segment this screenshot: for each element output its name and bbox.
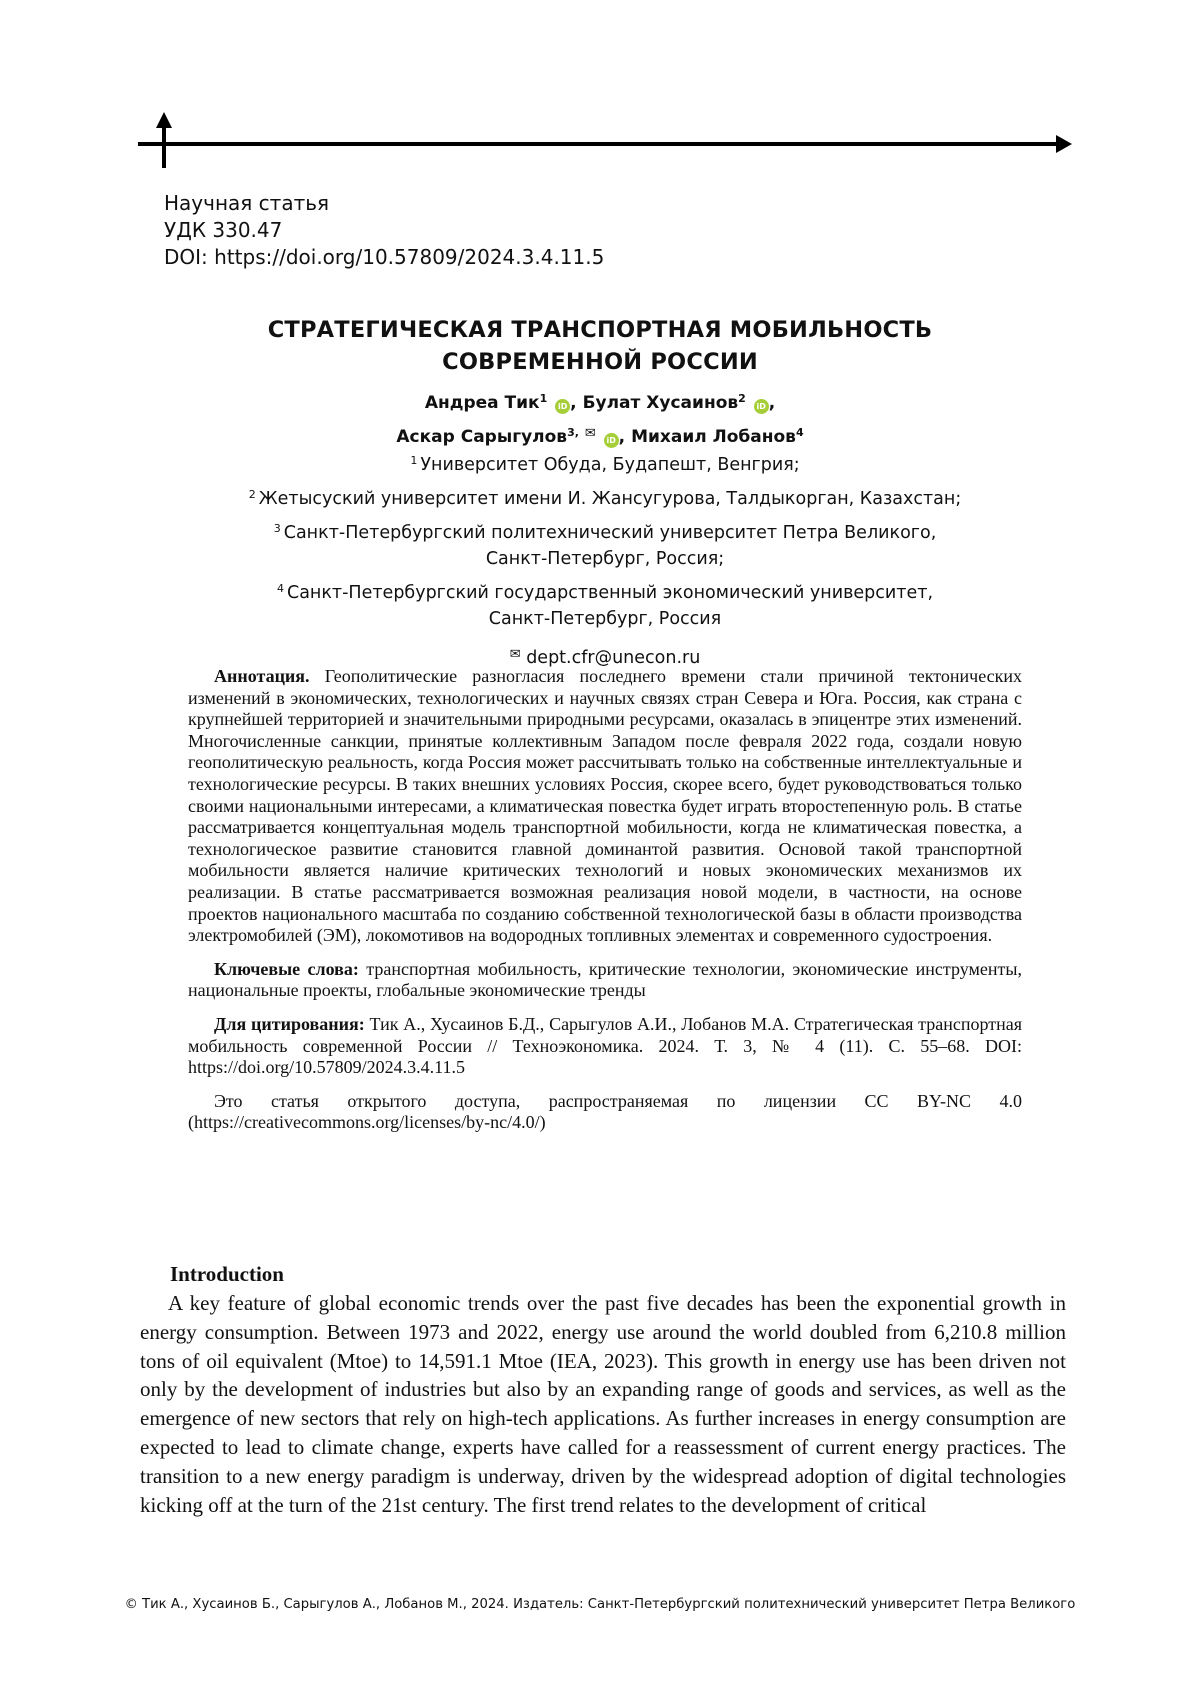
affiliation-4: $^4$ Санкт-Петербургский государственный экономический университет, Санкт-Петербург, Россия (276, 582, 934, 629)
author-affil-sup: 3, (567, 426, 579, 439)
introduction-heading: Introduction (170, 1262, 284, 1286)
envelope-icon: ✉ (509, 647, 521, 662)
doi-line: DOI: https://doi.org/10.57809/2024.3.4.11.5 (164, 245, 605, 269)
keywords-label: Ключевые слова: (214, 958, 359, 979)
envelope-icon: ✉ (584, 426, 596, 441)
author-list (0, 384, 1200, 452)
abstract-paragraph (188, 666, 1022, 947)
affiliation-2: $^2$ Жетысуский университет имени И. Жансугурова, Талдыкорган, Казахстан; (248, 488, 962, 509)
abstract-section (188, 666, 1022, 1134)
orcid-icon[interactable]: iD (555, 399, 570, 414)
article-meta (164, 190, 604, 271)
vertical-arrowhead (156, 112, 172, 128)
orcid-icon[interactable]: iD (754, 399, 769, 414)
udk-code: УДК 330.47 (164, 218, 283, 242)
abstract-label: Аннотация. (214, 666, 310, 686)
affiliation-1: $^1$ Университет Обуда, Будапешт, Венгрия; (410, 454, 800, 475)
author-affil-sup: 1 (539, 392, 548, 405)
affiliations (0, 448, 1200, 671)
citation-label: Для цитирования: (214, 1013, 365, 1034)
citation-text: Тик А., Хусаинов Б.Д., Сарыгулов А.И., Лобанов М.А. Стратегическая транспортная мобильность современной России // Техноэкономика. 2024. Т. 3, № 4 (11). С. 55–68. DOI: https://doi.org/10.57809/2024.3.4.11.5 (188, 1013, 1023, 1078)
axis-arrows-graphic (0, 0, 1200, 180)
keywords-paragraph (188, 959, 1022, 1002)
title-line-2: СОВРЕМЕННОЙ РОССИИ (442, 349, 758, 375)
orcid-icon[interactable]: iD (604, 433, 619, 448)
affiliation-3: $^3$ Санкт-Петербургский политехнический университет Петра Великого, Санкт-Петербург, Россия; (273, 522, 937, 569)
author-name: Аскар Сарыгулов (396, 427, 568, 447)
author-name: Андреа Тик (424, 393, 540, 413)
authors-line-1: Андреа Тик$^1$ iD , Булат Хусаинов$^2$ iD , (424, 392, 776, 413)
keywords-text: транспортная мобильность, критические технологии, экономические инструменты, национальные проекты, глобальные экономические тренды (188, 958, 1022, 1001)
abstract-text: Геополитические разногласия последнего времени стали причиной тектонических изменений в экономических, технологических и научных связях стран Севера и Юга. Россия, как страна с крупнейшей территорией и значительными природными ресурсами, оказалась в эпицентре этих изменений. Многочисленные санкции, принятые коллективным Западом после февраля 2022 года, создали новую геополитическую реальность, когда Россия может рассчитывать только на собственные интеллектуальные и технологические ресурсы. В таких внешних условиях Россия, скорее всего, будет руководствоваться только своими национальными интересами, а климатическая повестка будет играть второстепенную роль. В статье рассматривается концептуальная модель транспортной мобильности, когда не климатическая повестка, а технологическое развитие становится главной доминантой развития. Основой такой транспортной мобильности является наличие критических технологий и новых экономических механизмов их реализации. В статье рассматривается возможная реализация новой модели, в частности, на основе проектов национального масштаба по созданию собственной технологической базы в области производства электромобилей (ЭМ), локомотивов на водородных топливных элементах и современного судостроения. (188, 666, 1023, 946)
article-type: Научная статья (164, 191, 330, 215)
author-affil-sup: 2 (738, 392, 746, 405)
introduction-paragraph: A key feature of global economic trends over the past five decades has been the exponential growth in energy consumption. Between 1973 and 2022, energy use around the world doubled from 6,210.8 million tons of oil equivalent (Mtoe) to 14,591.1 Mtoe (IEA, 2023). This growth in energy use has been driven not only by the development of industries but also by an expanding range of goods and services, as well as the emergence of new sectors that rely on high-tech applications. As further increases in energy consumption are expected to lead to climate change, experts have called for a reassessment of current energy practices. The transition to a new energy paradigm is underway, driven by the widespread adoption of digital technologies kicking off at the turn of the 21st century. The first trend relates to the development of critical (140, 1291, 1066, 1517)
authors-line-2: Аскар Сарыгулов$^{3,}$ ✉ iD , Михаил Лобанов$^4$ (0, 418, 1200, 452)
title-line-1: СТРАТЕГИЧЕСКАЯ ТРАНСПОРТНАЯ МОБИЛЬНОСТЬ (267, 317, 933, 343)
citation-paragraph (188, 1014, 1022, 1079)
copyright-footer: © Тик А., Хусаинов Б., Сарыгулов А., Лобанов М., 2024. Издатель: Санкт-Петербургский политехнический университет Петра Великого (124, 1597, 1076, 1612)
horizontal-arrowhead (1056, 135, 1072, 153)
author-name: Михаил Лобанов (631, 427, 796, 447)
author-name: Булат Хусаинов (582, 393, 739, 413)
introduction-section (140, 1260, 1066, 1519)
author-affil-sup: 4 (795, 426, 804, 439)
article-title (0, 314, 1200, 378)
license-paragraph: Это статья открытого доступа, распространяемая по лицензии CC BY-NC 4.0 (https://creativecommons.org/licenses/by-nc/4.0/) (188, 1090, 1022, 1133)
email-link[interactable]: dept.cfr@unecon.ru (526, 648, 701, 668)
